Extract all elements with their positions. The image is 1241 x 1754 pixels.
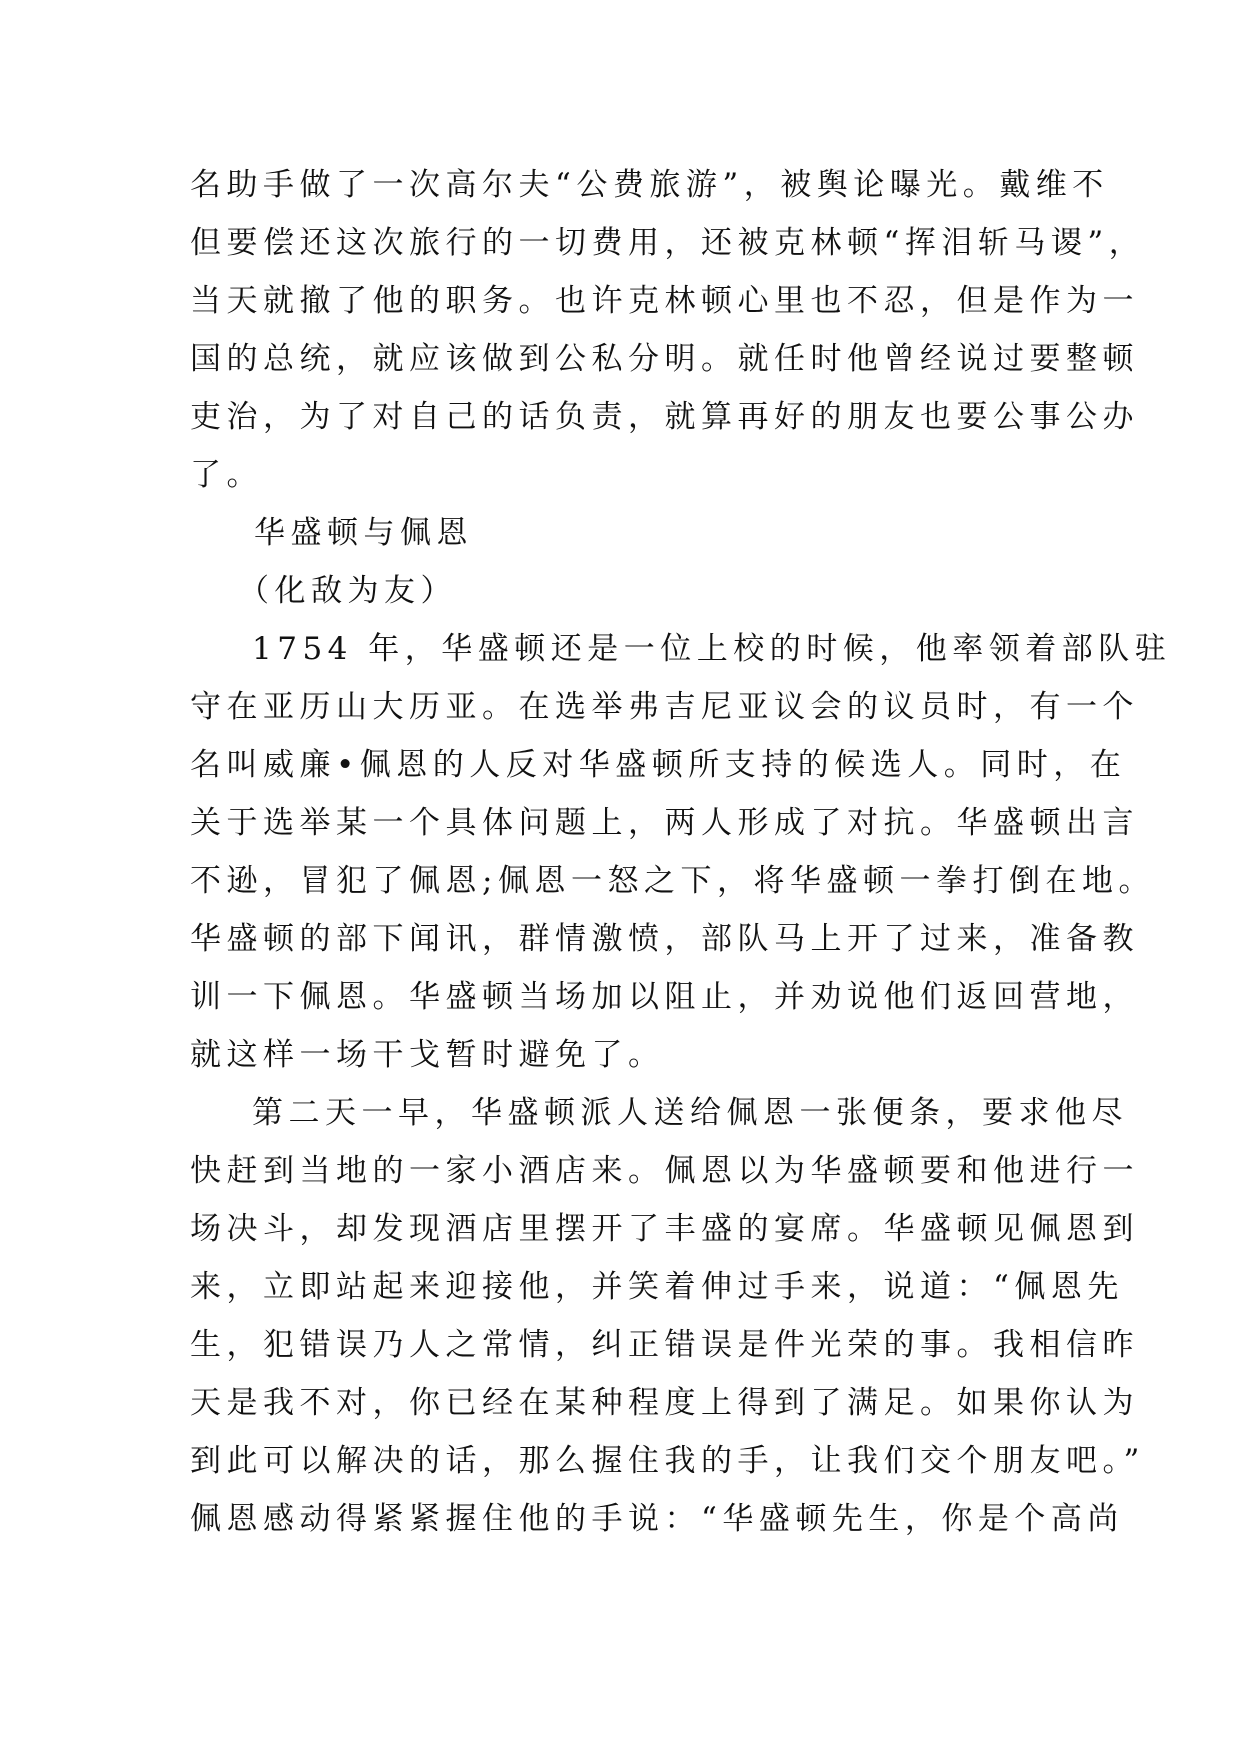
section-title: 华盛顿与佩恩 [254, 515, 473, 551]
paragraph-line: 名叫威廉•佩恩的人反对华盛顿所支持的候选人。同时，在 [190, 747, 1127, 783]
paragraph-2 [190, 620, 1172, 1084]
paragraph-line: 训一下佩恩。华盛顿当场加以阻止，并劝说他们返回营地， [190, 979, 1139, 1015]
paragraph-line: 关于选举某一个具体问题上，两人形成了对抗。华盛顿出言 [190, 805, 1139, 841]
paragraph-line: 佩恩感动得紧紧握住他的手说：“华盛顿先生，你是个高尚 [190, 1501, 1124, 1537]
paragraph-line: 不逊，冒犯了佩恩;佩恩一怒之下，将华盛顿一拳打倒在地。 [190, 863, 1155, 899]
paragraph-line: 1754 年，华盛顿还是一位上校的时候，他率领着部队驻 [252, 631, 1172, 667]
paragraph-line: 了。 [190, 457, 263, 493]
paragraph-line: 但要偿还这次旅行的一切费用，还被克林顿“挥泪斩马谡”， [190, 225, 1146, 261]
paragraph-line: 当天就撤了他的职务。也许克林顿心里也不忍，但是作为一 [190, 283, 1139, 319]
paragraph-line: 第二天一早，华盛顿派人送给佩恩一张便条，要求他尽 [252, 1095, 1128, 1131]
paragraph-line: 吏治，为了对自己的话负责，就算再好的朋友也要公事公办 [190, 399, 1139, 435]
paragraph-line: 来，立即站起来迎接他，并笑着伸过手来，说道：“佩恩先 [190, 1269, 1124, 1305]
document-body [190, 156, 1172, 1548]
paragraph-line: 名助手做了一次高尔夫“公费旅游”，被舆论曝光。戴维不 [190, 167, 1109, 203]
paragraph-line: 快赶到当地的一家小酒店来。佩恩以为华盛顿要和他进行一 [190, 1153, 1139, 1189]
paragraph-line: 到此可以解决的话，那么握住我的手，让我们交个朋友吧。” [190, 1443, 1145, 1479]
paragraph-3 [190, 1084, 1145, 1548]
paragraph-line: 场决斗，却发现酒店里摆开了丰盛的宴席。华盛顿见佩恩到 [190, 1211, 1139, 1247]
paragraph-1 [190, 156, 1146, 504]
section-subtitle: （化敌为友） [238, 573, 457, 609]
paragraph-line: 就这样一场干戈暂时避免了。 [190, 1037, 665, 1073]
paragraph-line: 天是我不对，你已经在某种程度上得到了满足。如果你认为 [190, 1385, 1139, 1421]
paragraph-line: 国的总统，就应该做到公私分明。就任时他曾经说过要整顿 [190, 341, 1139, 377]
paragraph-line: 守在亚历山大历亚。在选举弗吉尼亚议会的议员时，有一个 [190, 689, 1139, 725]
paragraph-line: 华盛顿的部下闻讯，群情激愤，部队马上开了过来，准备教 [190, 921, 1139, 957]
paragraph-line: 生，犯错误乃人之常情，纠正错误是件光荣的事。我相信昨 [190, 1327, 1139, 1363]
